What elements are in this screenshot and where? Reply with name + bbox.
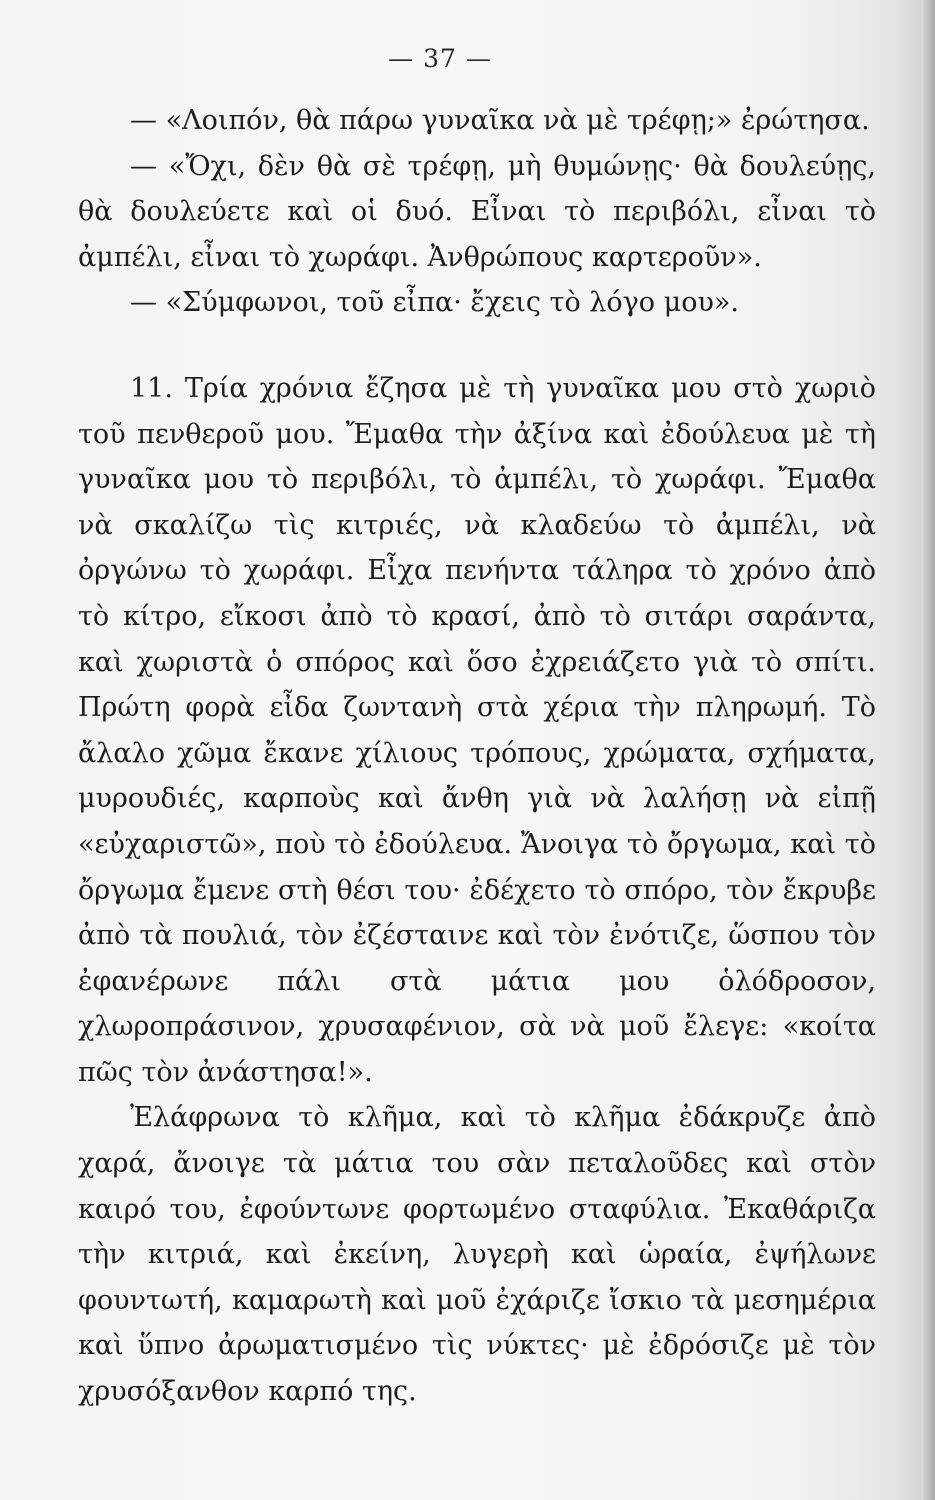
body-text — [78, 98, 876, 1415]
page-binding-edge — [921, 0, 935, 1500]
paragraph-vine: Ἐλάφρωνα τὸ κλῆμα, καὶ τὸ κλῆμα ἐδάκρυζε ἀπὸ χαρά, ἄνοιγε τὰ μάτια του σὰν πεταλοῦδες καὶ στὸν καιρό του, ἐφούντωνε φορτωμένο σταφύλια. Ἐκαθάριζα τὴν κιτριά, καὶ ἐκείνη, λυγερὴ καὶ ὡραία, ἐψήλωνε φουντωτή, καμαρωτὴ καὶ μοῦ ἐχάριζε ἴσκιο τὰ μεσημέρια καὶ ὕπνο ἀρωματισμένο τὶς νύκτες· μὲ ἐδρόσιζε μὲ τὸν χρυσόξανθον καρπό της. — [78, 1102, 876, 1408]
paragraph-dialogue-3: — «Σύμφωνοι, τοῦ εἶπα· ἔχεις τὸ λόγο μου». — [130, 287, 739, 319]
paragraph-dialogue-2: — «Ὄχι, δὲν θὰ σὲ τρέφῃ, μὴ θυμώνῃς· θὰ δουλεύῃς, θὰ δουλεύετε καὶ οἱ δυό. Εἶναι τὸ περιβόλι, εἶναι τὸ ἀμπέλι, εἶναι τὸ χωράφι. Ἀνθρώπους καρτεροῦν». — [78, 150, 876, 273]
paragraph-section-11: 11. Τρία χρόνια ἔζησα μὲ τὴ γυναῖκα μου στὸ χωριὸ τοῦ πενθεροῦ μου. Ἔμαθα τὴν ἀξίνα καὶ ἐδούλευα μὲ τὴ γυναῖκα μου τὸ περιβόλι, τὸ ἀμπέλι, τὸ χωράφι. Ἔμαθα νὰ σκαλίζω τὶς κιτριές, νὰ κλαδεύω τὸ ἀμπέλι, νὰ ὀργώνω τὸ χωράφι. Εἶχα πενήντα τάληρα τὸ χρόνο ἀπὸ τὸ κίτρο, εἴκοσι ἀπὸ τὸ κρασί, ἀπὸ τὸ σιτάρι σαράντα, καὶ χωριστὰ ὁ σπόρος καὶ ὅσο ἐχρειάζετο γιὰ τὸ σπίτι. Πρώτη φορὰ εἶδα ζωντανὴ στὰ χέρια τὴν πληρωμή. Τὸ ἄλαλο χῶμα ἔκανε χίλιους τρόπους, χρώματα, σχήματα, μυρουδιές, καρποὺς καὶ ἄνθη γιὰ νὰ λαλήσῃ νὰ εἰπῇ «εὐχαριστῶ», ποὺ τὸ ἐδούλευα. Ἄνοιγα τὸ ὄργωμα, καὶ τὸ ὄργωμα ἔμενε στὴ θέσι του· ἐδέχετο τὸ σπόρο, τὸν ἔκρυβε ἀπὸ τὰ πουλιά, τὸν ἐζέσταινε καὶ τὸν ἐνότιζε, ὥσπου τὸν ἐφανέρωνε πάλι στὰ μάτια μου ὁλόδροσον, χλωροπράσινον, χρυσαφένιον, σὰ νὰ μοῦ ἔλεγε: «κοίτα πῶς τὸν ἀνάστησα!». — [78, 372, 876, 1088]
paragraph-dialogue-1: — «Λοιπόν, θὰ πάρω γυναῖκα νὰ μὲ τρέφῃ;» ἐρώτησα. — [130, 105, 870, 136]
page-number: — 37 — — [388, 44, 492, 73]
